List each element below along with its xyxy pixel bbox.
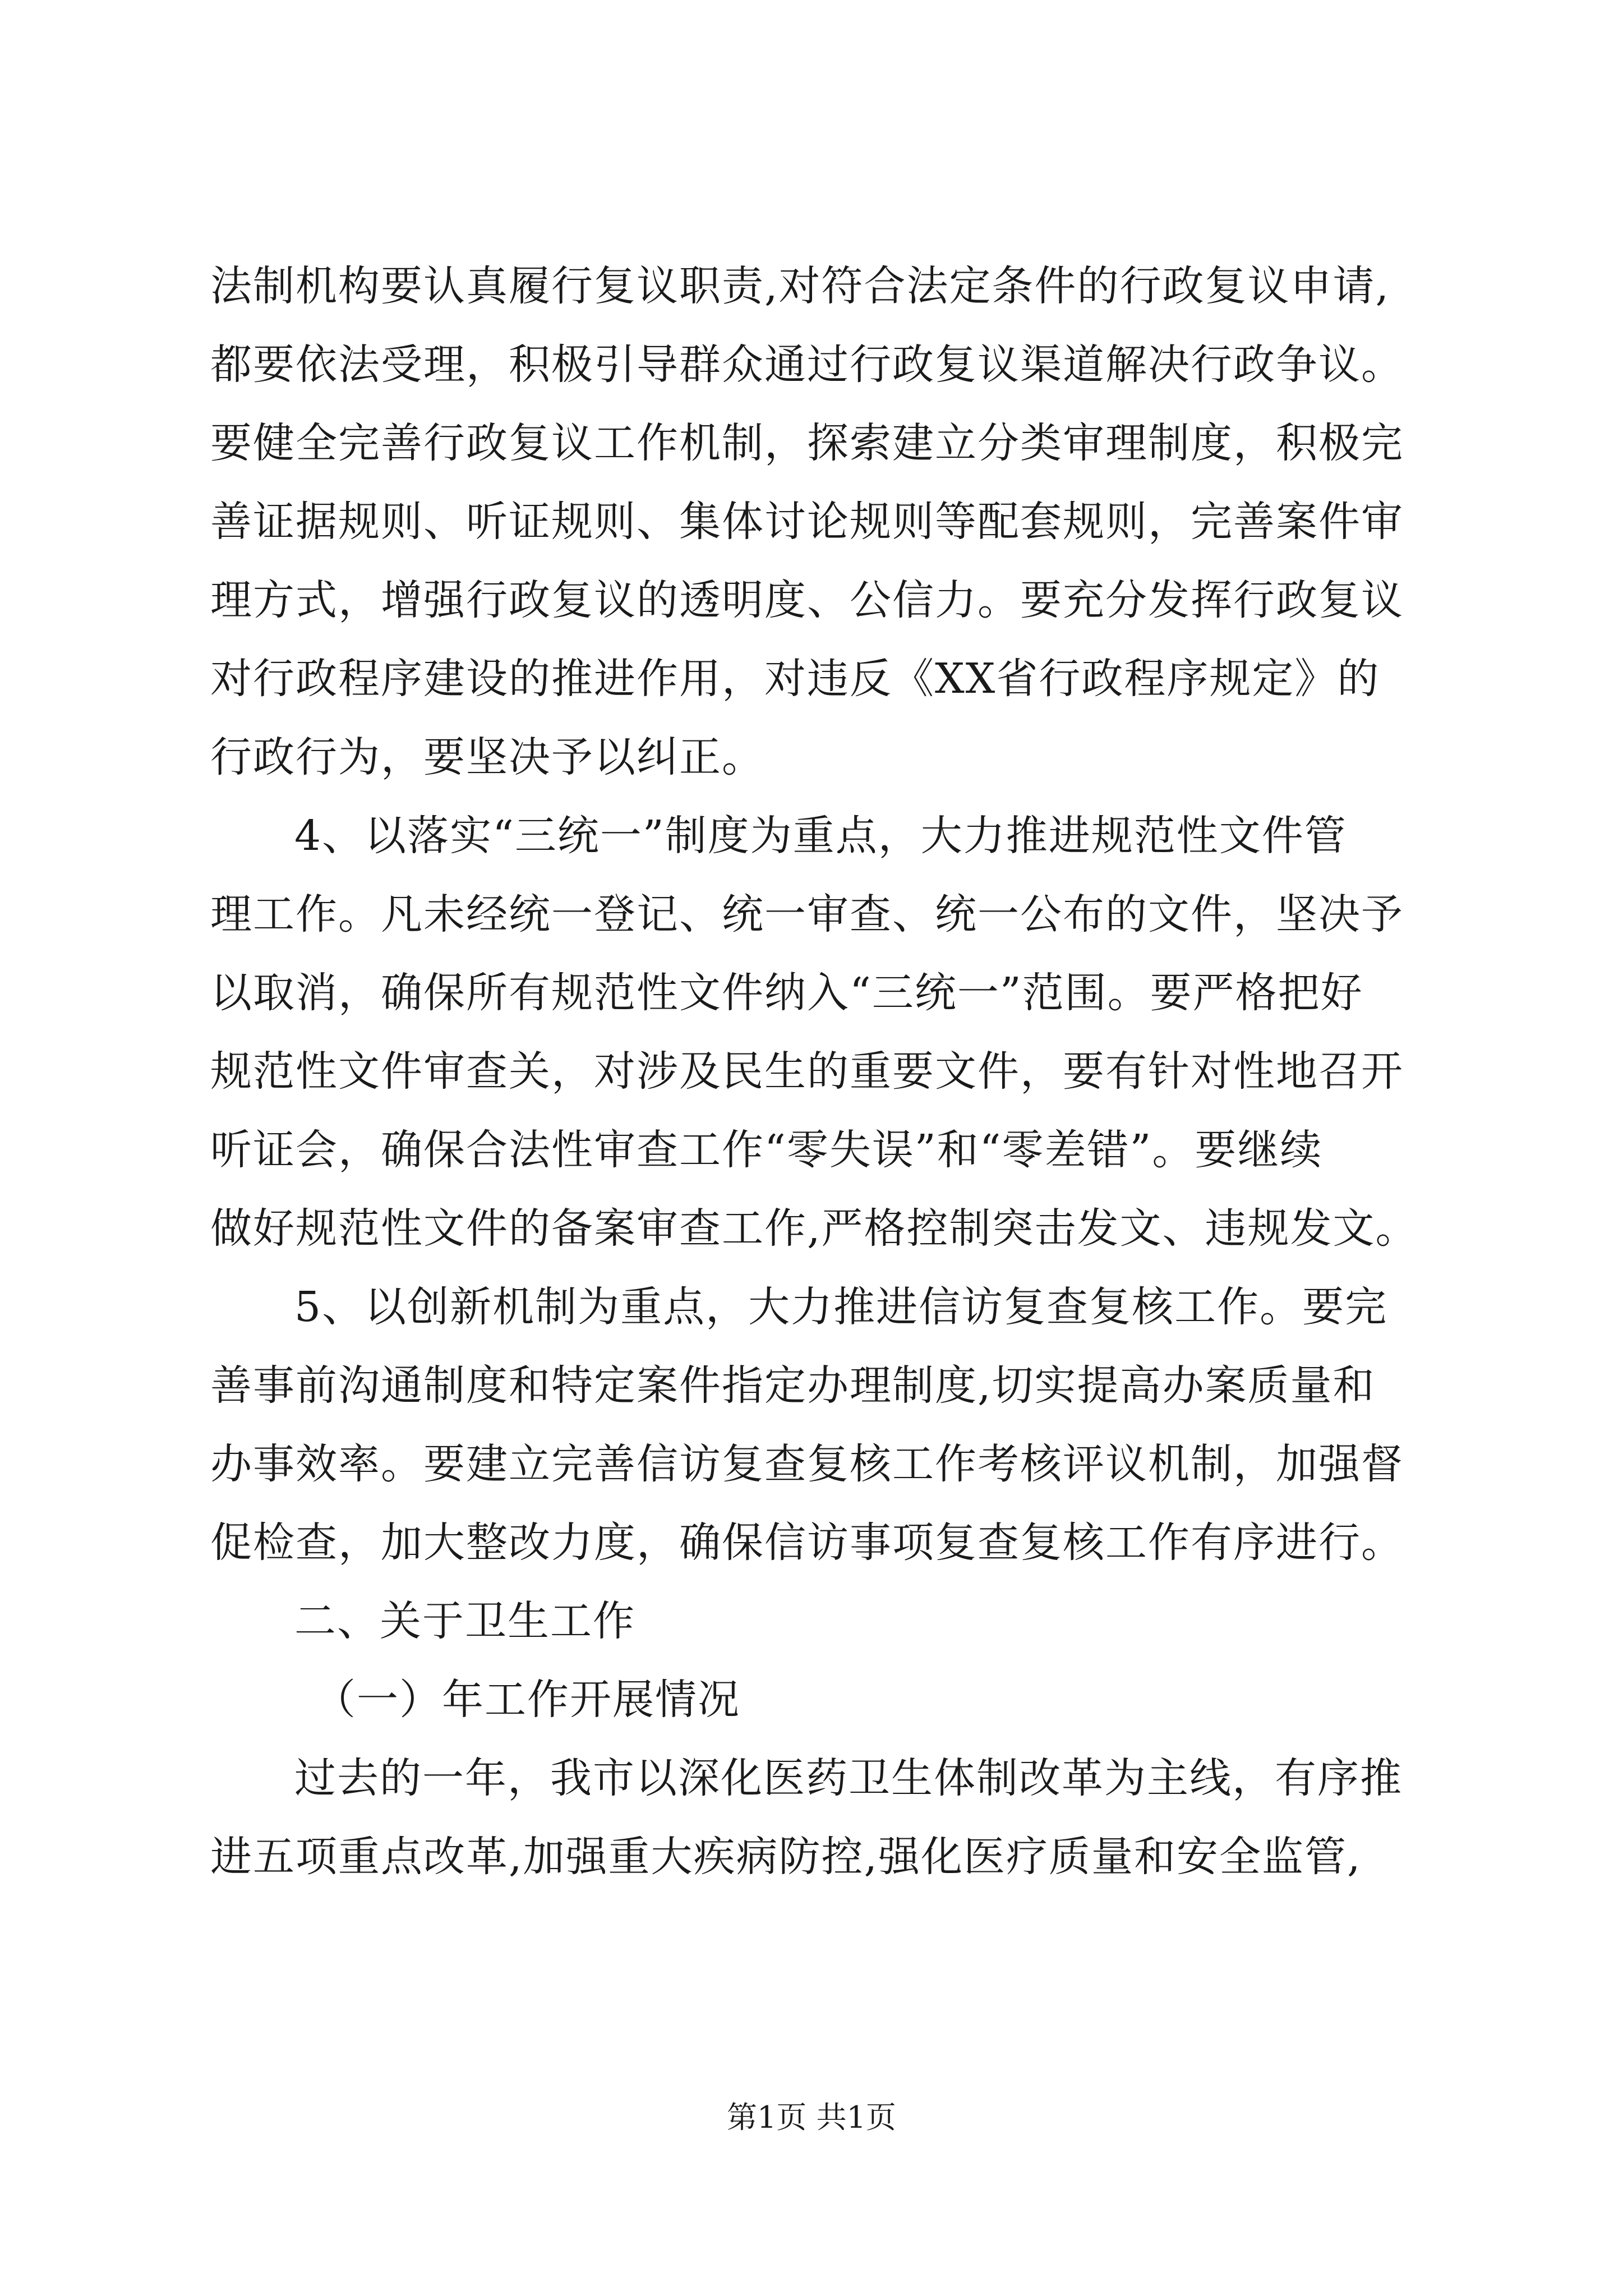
text-line: 听证会，确保合法性审查工作“零失误”和“零差错”。要继续 xyxy=(210,1126,1323,1174)
section-heading: 二、关于卫生工作 xyxy=(294,1597,635,1645)
text-line: 都要依法受理，积极引导群众通过行政复议渠道解决行政争议。 xyxy=(210,341,1404,389)
text-line: 以取消，确保所有规范性文件纳入“三统一”范围。要严格把好 xyxy=(210,969,1363,1017)
text-line: 法制机构要认真履行复议职责,对符合法定条件的行政复议申请, xyxy=(210,262,1390,310)
subsection-heading: （一）年工作开展情况 xyxy=(314,1676,740,1724)
text-line: 促检查，加大整改力度，确保信访事项复查复核工作有序进行。 xyxy=(210,1519,1404,1567)
page-footer: 第1页 共1页 xyxy=(727,2100,896,2135)
paragraph-start-line: 5、以创新机制为重点，大力推进信访复查复核工作。要完 xyxy=(294,1283,1388,1331)
text-line: 理方式，增强行政复议的透明度、公信力。要充分发挥行政复议 xyxy=(210,576,1404,624)
text-line: 办事效率。要建立完善信访复查复核工作考核评议机制，加强督 xyxy=(210,1440,1404,1488)
text-line: 对行政程序建设的推进作用，对违反《XX省行政程序规定》的 xyxy=(210,655,1380,703)
text-line: 行政行为，要坚决予以纠正。 xyxy=(210,733,764,781)
document-body xyxy=(210,247,1444,1896)
paragraph-start-line: 4、以落实“三统一”制度为重点，大力推进规范性文件管 xyxy=(294,812,1347,860)
paragraph-start-line: 过去的一年，我市以深化医药卫生体制改革为主线，有序推 xyxy=(294,1754,1403,1802)
text-line: 善事前沟通制度和特定案件指定办理制度,切实提高办案质量和 xyxy=(210,1361,1376,1410)
text-line: 善证据规则、听证规则、集体讨论规则等配套规则，完善案件审 xyxy=(210,498,1404,546)
text-line: 理工作。凡未经统一登记、统一审查、统一公布的文件，坚决予 xyxy=(210,890,1404,938)
text-line: 要健全完善行政复议工作机制，探索建立分类审理制度，积极完 xyxy=(210,419,1404,467)
text-line: 做好规范性文件的备案审查工作,严格控制突击发文、违规发文。 xyxy=(210,1204,1418,1253)
text-line: 规范性文件审查关，对涉及民生的重要文件，要有针对性地召开 xyxy=(210,1047,1404,1096)
text-line: 进五项重点改革,加强重大疾病防控,强化医疗质量和安全监管, xyxy=(210,1833,1362,1881)
